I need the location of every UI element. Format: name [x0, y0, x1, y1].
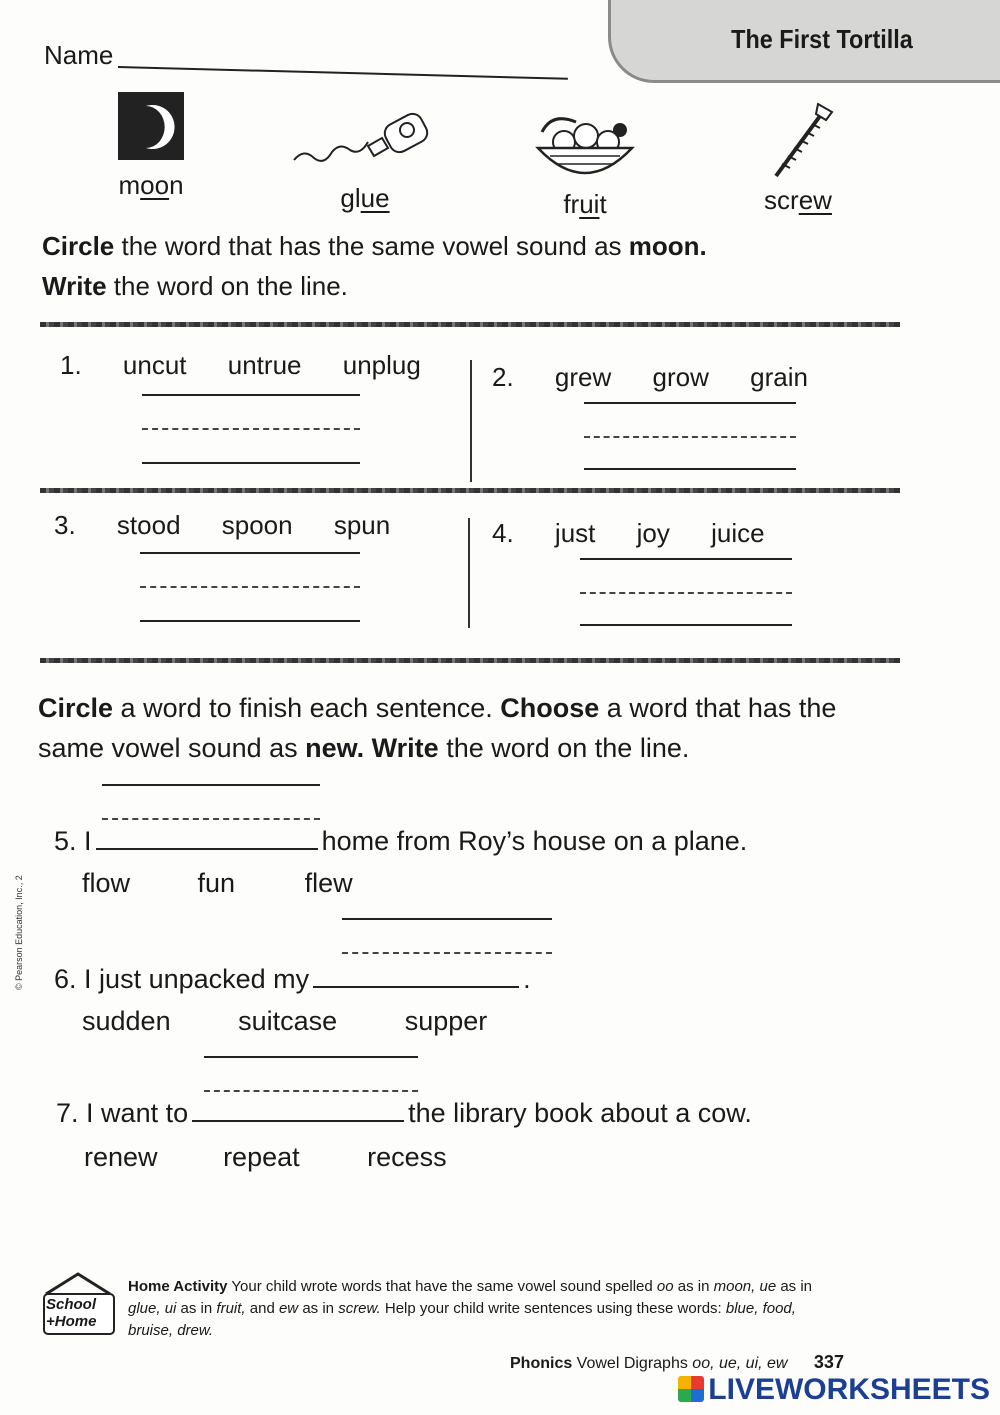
question-4 [492, 518, 799, 549]
sentence-7: 7. I want to the library book about a cow. [56, 1098, 752, 1128]
divider-rule [40, 658, 900, 663]
glue-bottle-icon [290, 108, 440, 168]
option-word[interactable]: stood [116, 510, 181, 540]
option-word[interactable]: uncut [122, 350, 187, 380]
option-word[interactable]: grain [750, 362, 808, 392]
answer-line-top [580, 558, 792, 560]
name-line[interactable] [118, 66, 568, 80]
page-number: 337 [813, 1352, 844, 1372]
answer-line-top [102, 784, 320, 786]
picture-word: glue [340, 183, 390, 213]
question-2 [492, 362, 842, 393]
question-1 [60, 350, 455, 381]
answer-line-mid [102, 818, 320, 820]
answer-line-top [584, 402, 796, 404]
question-number: 2. [492, 362, 514, 392]
picture-word: moon [118, 170, 184, 200]
answer-line-top [204, 1056, 418, 1058]
answer-line-base[interactable] [140, 620, 360, 622]
option-word[interactable]: untrue [227, 350, 302, 380]
section1-instructions: Circle the word that has the same vowel sound as moon. Write the word on the line. [42, 231, 707, 301]
answer-line-mid [142, 428, 360, 430]
question-number: 4. [492, 518, 514, 548]
screw-icon [758, 98, 838, 180]
fruit-bowl-icon [530, 108, 640, 180]
title-tab [608, 0, 1000, 83]
option-word[interactable]: joy [636, 518, 670, 548]
home-activity-text: Home Activity Your child wrote words that have the same vowel sound spelled oo as in moon, ue as in glue, ui as in fruit, and ew as in screw. Help your child write sentences using these words: blue, food, bruise, drew. [128, 1278, 813, 1339]
option-word[interactable]: fun [197, 868, 236, 898]
answer-line-mid [342, 952, 552, 954]
answer-line-top [142, 394, 360, 396]
question-number: 1. [60, 350, 82, 380]
picture-screw [748, 98, 848, 216]
name-label: Name [44, 40, 114, 70]
option-word[interactable]: grew [554, 362, 612, 392]
option-word[interactable]: suitcase [238, 1006, 338, 1036]
option-word[interactable]: juice [711, 518, 765, 548]
option-word[interactable]: flew [304, 868, 353, 898]
subject-line: Phonics Vowel Digraphs oo, ue, ui, ew 337 [510, 1352, 844, 1372]
answer-line-mid [584, 436, 796, 438]
option-word[interactable]: spoon [221, 510, 293, 540]
answer-line-mid [204, 1090, 418, 1092]
moon-icon [118, 92, 184, 160]
option-word[interactable]: spun [333, 510, 391, 540]
answer-line-top [342, 918, 552, 920]
liveworksheets-logo-icon [678, 1376, 704, 1402]
answer-line-top [140, 552, 360, 554]
picture-fruit [520, 108, 650, 220]
options-7 [84, 1142, 447, 1173]
option-word[interactable]: repeat [223, 1142, 300, 1172]
copyright-notice: © Pearson Education, Inc., 2 [14, 875, 24, 990]
column-divider [470, 360, 472, 482]
option-word[interactable]: sudden [82, 1006, 171, 1036]
option-word[interactable]: grow [652, 362, 709, 392]
option-word[interactable]: just [554, 518, 596, 548]
answer-line-mid [140, 586, 360, 588]
option-word[interactable]: flow [82, 868, 131, 898]
liveworksheets-watermark: LIVEWORKSHEETS [678, 1373, 990, 1407]
option-word[interactable]: renew [84, 1142, 158, 1172]
page-title: The First Tortilla [731, 24, 913, 54]
column-divider [468, 518, 470, 628]
picture-moon [96, 92, 206, 201]
divider-rule [40, 322, 900, 327]
answer-blank[interactable] [192, 1102, 404, 1122]
question-3 [54, 510, 424, 541]
question-number: 3. [54, 510, 76, 540]
option-word[interactable]: recess [367, 1142, 447, 1172]
option-word[interactable]: supper [404, 1006, 488, 1036]
answer-line-base[interactable] [584, 468, 796, 470]
answer-line-base[interactable] [580, 624, 792, 626]
answer-line-base[interactable] [142, 462, 360, 464]
picture-word: fruit [563, 189, 607, 219]
sentence-5: 5. I home from Roy’s house on a plane. [54, 826, 748, 856]
sentence-6: 6. I just unpacked my . [54, 964, 531, 994]
answer-blank[interactable] [313, 968, 519, 988]
picture-word: screw [764, 185, 832, 215]
section2-instructions: Circle a word to finish each sentence. Choose a word that has the same vowel sound as new. Write the word on the line. [38, 693, 837, 763]
picture-glue [290, 108, 440, 214]
options-5 [82, 868, 353, 899]
answer-blank[interactable] [96, 830, 318, 850]
divider-rule [40, 488, 900, 493]
school-home-logo: School +Home [40, 1270, 116, 1340]
option-word[interactable]: unplug [342, 350, 421, 380]
options-6 [82, 1006, 487, 1037]
answer-line-mid [580, 592, 792, 594]
